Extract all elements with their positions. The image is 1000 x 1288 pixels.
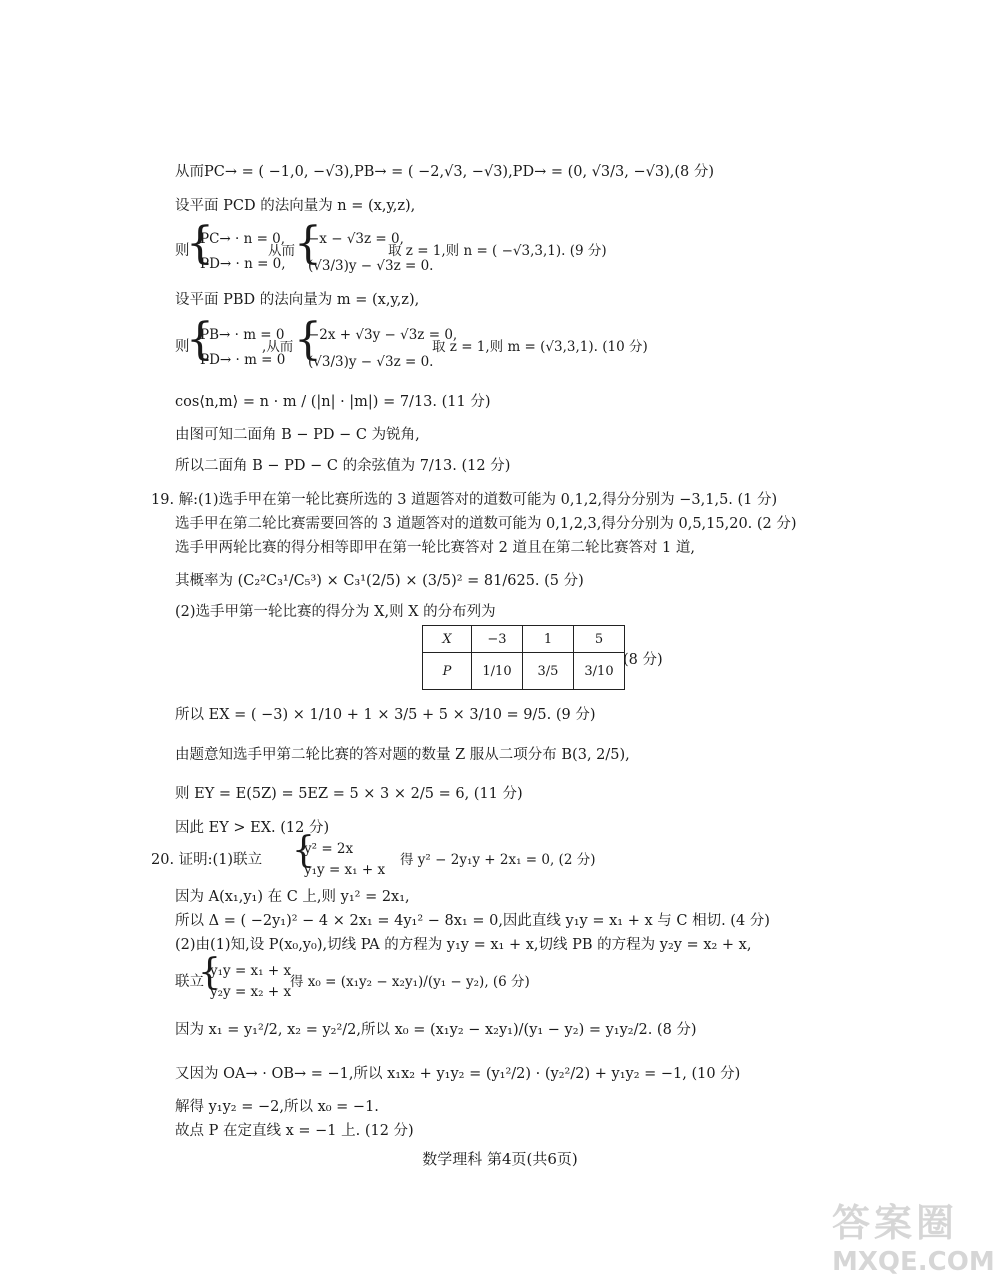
text-line: 从而PC→ = ( −1,0, −√3),PB→ = ( −2,√3, −√3),PD→ = (0, √3/3, −√3),(8 分) (175, 164, 715, 180)
text-line: 选手甲在第二轮比赛需要回答的 3 道题答对的道数可能为 0,1,2,3,得分分别为 0,5,15,20. (2 分) (175, 516, 797, 532)
brace: { (294, 314, 322, 365)
text-span: 取 z = 1,则 m = (√3,3,1). (10 分) (432, 339, 648, 355)
equation: −x − √3z = 0, (308, 231, 404, 247)
equation: y² = 2x (304, 841, 354, 857)
table-cell: 1/10 (472, 653, 523, 690)
brace: { (294, 218, 322, 269)
watermark-url: MXQE.COM (832, 1247, 995, 1277)
text-line: 联立 (175, 974, 204, 990)
text-line: 因此 EY > EX. (12 分) (175, 820, 330, 836)
text-line: (2)选手甲第一轮比赛的得分为 X,则 X 的分布列为 (175, 604, 496, 620)
text-line: 由图可知二面角 B − PD − C 为锐角, (175, 427, 420, 443)
text-line: 又因为 OA→ · OB→ = −1,所以 x₁x₂ + y₁y₂ = (y₁²/2) · (y₂²/2) + y₁y₂ = −1, (10 分) (175, 1066, 741, 1082)
text-span: 得 y² − 2y₁y + 2x₁ = 0, (2 分) (400, 852, 596, 868)
text-line: 19. 解:(1)选手甲在第一轮比赛所选的 3 道题答对的道数可能为 0,1,2,得分分别为 −3,1,5. (1 分) (151, 492, 778, 508)
table-cell: 3/5 (523, 653, 574, 690)
equation: (√3/3)y − √3z = 0. (308, 354, 434, 370)
text-line: 设平面 PCD 的法向量为 n = (x,y,z), (175, 198, 416, 214)
table-cell: P (423, 653, 472, 690)
distribution-table (422, 625, 625, 690)
watermark-text: 答案圈 (832, 1200, 959, 1245)
table-cell: 1 (523, 626, 574, 653)
text-line: (2)由(1)知,设 P(x₀,y₀),切线 PA 的方程为 y₁y = x₁ + x,切线 PB 的方程为 y₂y = x₂ + x, (175, 937, 752, 953)
text-line: 所以 Δ = ( −2y₁)² − 4 × 2x₁ = 4y₁² − 8x₁ = 0,因此直线 y₁y = x₁ + x 与 C 相切. (4 分) (175, 913, 770, 929)
equation: y₁y = x₁ + x (304, 862, 386, 878)
brace: { (198, 952, 221, 993)
equation: y₂y = x₂ + x (210, 984, 292, 1000)
table-cell: X (423, 626, 472, 653)
text-span: 得 x₀ = (x₁y₂ − x₂y₁)/(y₁ − y₂), (6 分) (290, 974, 530, 990)
equation: y₁y = x₁ + x (210, 963, 292, 979)
text-line: 20. 证明:(1)联立 (151, 852, 263, 868)
table-cell: 5 (574, 626, 625, 653)
text-line: 其概率为 (C₂²C₃¹/C₅³) × C₃¹(2/5) × (3/5)² = 81/625. (5 分) (175, 573, 584, 589)
text-span: 取 z = 1,则 n = ( −√3,3,1). (9 分) (388, 243, 607, 259)
equation: PC→ · n = 0, (200, 231, 286, 247)
text-line: 则 (175, 339, 190, 355)
text-line: 设平面 PBD 的法向量为 m = (x,y,z), (175, 292, 420, 308)
text-line: 选手甲两轮比赛的得分相等即甲在第一轮比赛答对 2 道且在第二轮比赛答对 1 道, (175, 540, 695, 556)
page-footer: 数学理科 第4页(共6页) (422, 1150, 578, 1168)
table-row (423, 653, 625, 690)
text-line: 由题意知选手甲第二轮比赛的答对题的数量 Z 服从二项分布 B(3, 2/5), (175, 747, 630, 763)
text-line: 所以二面角 B − PD − C 的余弦值为 7/13. (12 分) (175, 458, 511, 474)
brace: { (186, 314, 214, 365)
equation: (√3/3)y − √3z = 0. (308, 258, 434, 274)
text-line: 则 EY = E(5Z) = 5EZ = 5 × 3 × 2/5 = 6, (11 分) (175, 786, 523, 802)
text-line: 则 (175, 243, 190, 259)
equation: PB→ · m = 0 (200, 327, 285, 343)
brace: { (292, 830, 315, 871)
text-line: cos⟨n,m⟩ = n · m / (|n| · |m|) = 7/13. (11 分) (175, 394, 491, 410)
score-note: (8 分) (623, 652, 663, 668)
text-line: 因为 x₁ = y₁²/2, x₂ = y₂²/2,所以 x₀ = (x₁y₂ − x₂y₁)/(y₁ − y₂) = y₁y₂/2. (8 分) (175, 1022, 697, 1038)
text-line: 解得 y₁y₂ = −2,所以 x₀ = −1. (175, 1099, 379, 1115)
text-line: 因为 A(x₁,y₁) 在 C 上,则 y₁² = 2x₁, (175, 889, 410, 905)
equation: PD→ · m = 0 (200, 352, 286, 368)
table-cell: −3 (472, 626, 523, 653)
text-span: ,从而 (262, 339, 294, 355)
text-line: 故点 P 在定直线 x = −1 上. (12 分) (175, 1123, 414, 1139)
watermark-logo (832, 1192, 995, 1278)
text-line: 所以 EX = ( −3) × 1/10 + 1 × 3/5 + 5 × 3/10 = 9/5. (9 分) (175, 707, 596, 723)
table-cell: 3/10 (574, 653, 625, 690)
brace: { (186, 218, 214, 269)
equation: −2x + √3y − √3z = 0, (308, 327, 458, 343)
equation: PD→ · n = 0, (200, 256, 286, 272)
text-span: 从而 (268, 243, 295, 259)
table-row (423, 626, 625, 653)
